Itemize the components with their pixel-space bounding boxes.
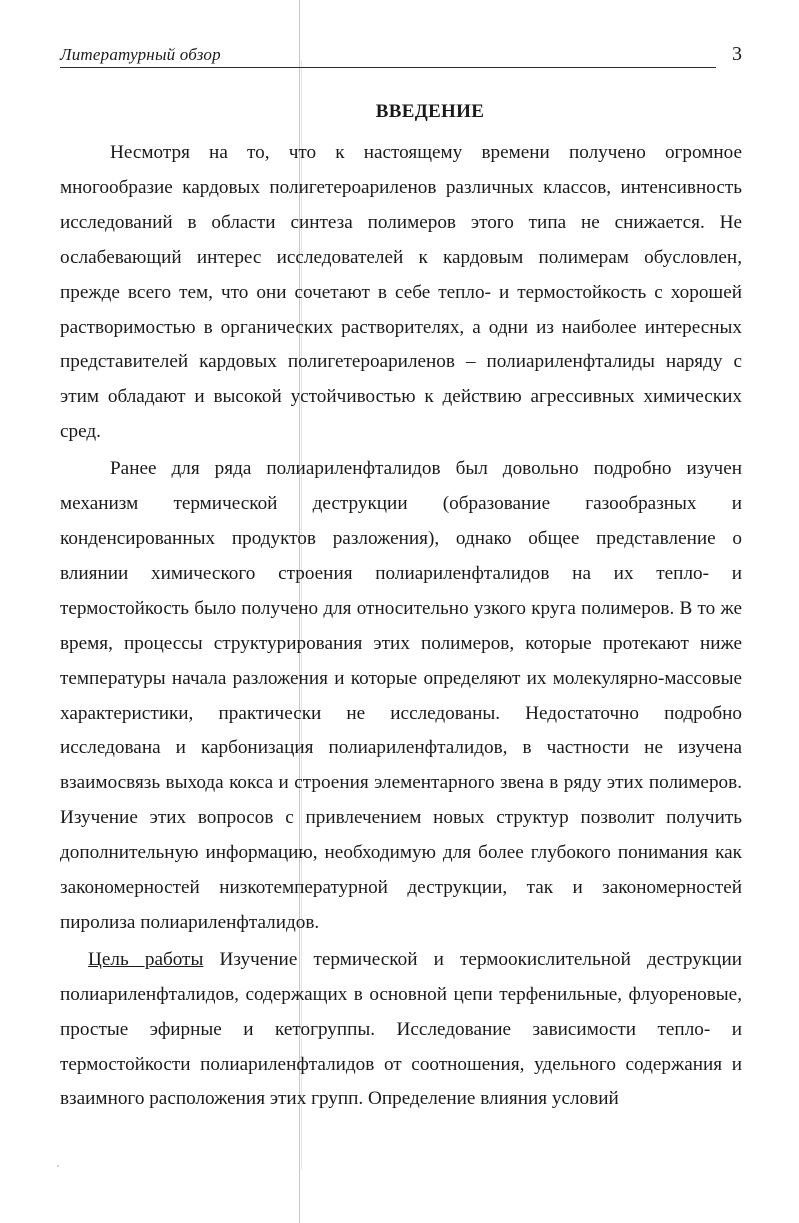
goal-label: Цель работы (88, 948, 204, 970)
scan-speck (57, 1165, 59, 1167)
goal-text: Изучение термической и термоокислительной деструкции полиариленфталидов, содержащих в основной цепи терфенильные, флуореновые, простые эфирные и кетогруппы. Исследование зависимости тепло- и термостойкости полиариленфталидов от соотношения, удельного содержания и взаимного расположения этих групп. Определение влияния условий (60, 948, 742, 1110)
paragraph-background: Ранее для ряда полиариленфталидов был довольно подробно изучен механизм термической деструкции (образование газообразных и конденсированных продуктов разложения), однако общее представление о влиянии химического строения полиариленфталидов на их тепло- и термостойкость было получено для относительно узкого круга полимеров. В то же время, процессы структурирования этих полимеров, которые протекают ниже температуры начала разложения и которые определяют их молекулярно-массовые характеристики, практически не исследованы. Недостаточно подробно исследована и карбонизация полиариленфталидов, в частности не изучена взаимосвязь выхода кокса и строения элементарного звена в ряду этих полимеров. Изучение этих вопросов с привлечением новых структур позволит получить дополнительную информацию, необходимую для более глубокого понимания как закономерностей низкотемпературной деструкции, так и закономерностей пиролиза полиариленфталидов. (60, 458, 742, 933)
running-header-title: Литературный обзор (60, 45, 221, 64)
section-heading: ВВЕДЕНИЕ (375, 101, 485, 122)
page-number: 3 (732, 43, 742, 65)
paragraph-intro: Несмотря на то, что к настоящему времени получено огромное многообразие кардовых полигетероариленов различных классов, интенсивность исследований в области синтеза полимеров этого типа не снижается. Не ослабевающий интерес исследователей к кардовым полимерам обусловлен, прежде всего тем, что они сочетают в себе тепло- и термостойкость с хорошей растворимостью в органических растворителях, а одни из наиболее интересных представителей кардовых полигетероариленов – полиариленфталиды наряду с этим обладают и высокой устойчивостью к действию агрессивных химических сред. (60, 142, 742, 443)
header-rule-divider (60, 67, 716, 68)
paragraph-goal (60, 943, 742, 1118)
body-text (60, 136, 742, 1117)
